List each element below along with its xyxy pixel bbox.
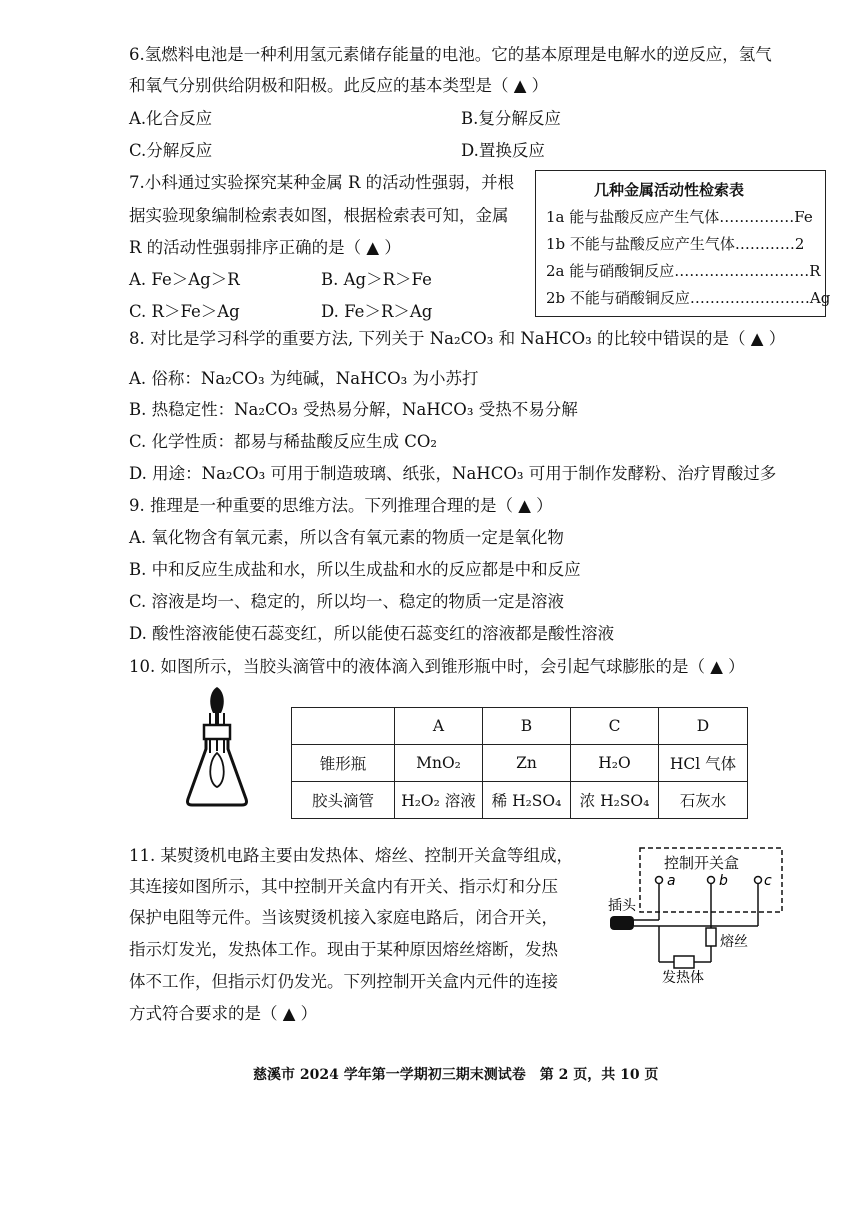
metal-activity-key-box — [535, 170, 831, 317]
table-cell: D — [659, 708, 748, 745]
fuse-icon — [706, 928, 716, 946]
q8-option-d: D. 用途：Na₂CO₃ 可用于制造玻璃、纸张，NaHCO₃ 可用于制作发酵粉、治疗胃酸过多 — [129, 464, 777, 483]
q6-option-b: B.复分解反应 — [461, 109, 561, 128]
q9-option-d: D. 酸性溶液能使石蕊变红，所以能使石蕊变红的溶液都是酸性溶液 — [129, 624, 615, 643]
fuse-label: 熔丝 — [720, 934, 748, 950]
table-row — [292, 708, 748, 745]
table-cell: H₂O₂ 溶液 — [395, 782, 483, 819]
q6-option-c: C.分解反应 — [129, 141, 213, 160]
heater-label: 发热体 — [662, 970, 704, 986]
table-cell: 锥形瓶 — [292, 745, 395, 782]
key-row: 1a 能与盐酸反应产生气体……………Fe — [546, 208, 813, 226]
table-row — [292, 782, 748, 819]
table-cell: B — [483, 708, 571, 745]
q11-stem-line4: 指示灯发光，发热体工作。现由于某种原因熔丝熔断，发热 — [129, 940, 558, 959]
q11-stem-line2: 其连接如图所示，其中控制开关盒内有开关、指示灯和分压 — [129, 877, 558, 896]
table-cell: Zn — [483, 745, 571, 782]
table-cell: C — [571, 708, 659, 745]
table-cell: 稀 H₂SO₄ — [483, 782, 571, 819]
control-box-label: 控制开关盒 — [664, 854, 740, 872]
q6-option-d: D.置换反应 — [461, 141, 545, 160]
q7-option-b: B. Ag＞R＞Fe — [321, 270, 432, 289]
q7-option-a: A. Fe＞Ag＞R — [129, 270, 240, 289]
q6-stem-line2: 和氧气分别供给阴极和阳极。此反应的基本类型是（ ▲ ） — [129, 76, 549, 95]
table-cell — [292, 708, 395, 745]
q10-stem: 10. 如图所示，当胶头滴管中的液体滴入到锥形瓶中时，会引起气球膨胀的是（ ▲ ） — [129, 657, 745, 676]
dropper-bulb-icon — [210, 687, 224, 751]
plug-icon — [610, 916, 634, 930]
q9-option-a: A. 氧化物含有氧元素，所以含有氧元素的物质一定是氧化物 — [129, 528, 564, 547]
q7-stem-line1: 7.小科通过实验探究某种金属 R 的活动性强弱，并根 — [129, 173, 515, 192]
balloon-icon — [210, 753, 224, 787]
terminal-b-label: b — [719, 873, 728, 889]
q7-option-c: C. R＞Fe＞Ag — [129, 302, 240, 321]
table-cell: H₂O — [571, 745, 659, 782]
q8-option-b: B. 热稳定性：Na₂CO₃ 受热易分解，NaHCO₃ 受热不易分解 — [129, 400, 578, 419]
q6-stem-line1: 6.氢燃料电池是一种利用氢元素储存能量的电池。它的基本原理是电解水的逆反应，氢气 — [129, 45, 772, 64]
q9-stem: 9. 推理是一种重要的思维方法。下列推理合理的是（ ▲ ） — [129, 496, 553, 515]
table-cell: 浓 H₂SO₄ — [571, 782, 659, 819]
q7-stem-line2: 据实验现象编制检索表如图，根据检索表可知，金属 — [129, 206, 509, 225]
table-cell: A — [395, 708, 483, 745]
table-cell: 石灰水 — [659, 782, 748, 819]
table-cell: 胶头滴管 — [292, 782, 395, 819]
table-cell: HCl 气体 — [659, 745, 748, 782]
table-cell: MnO₂ — [395, 745, 483, 782]
key-row: 2a 能与硝酸铜反应………………………R — [546, 262, 821, 280]
q11-stem-line3: 保护电阻等元件。当该熨烫机接入家庭电路后，闭合开关， — [129, 908, 558, 927]
circuit-diagram — [600, 840, 790, 990]
q9-option-b: B. 中和反应生成盐和水，所以生成盐和水的反应都是中和反应 — [129, 560, 581, 579]
stopper — [204, 725, 230, 739]
heater-resistor-icon — [674, 956, 694, 968]
q7-stem-line3: R 的活动性强弱排序正确的是（ ▲ ） — [129, 238, 401, 257]
q11-stem-line1: 11. 某熨烫机电路主要由发热体、熔丝、控制开关盒等组成， — [129, 846, 573, 865]
flask-dropper-figure — [180, 683, 260, 813]
q7-option-d: D. Fe＞R＞Ag — [321, 302, 433, 321]
key-row: 1b 不能与盐酸反应产生气体…………2 — [546, 235, 805, 253]
q11-stem-line6: 方式符合要求的是（ ▲ ） — [129, 1004, 318, 1023]
terminal-a-label: a — [667, 873, 676, 889]
q8-option-c: C. 化学性质：都易与稀盐酸反应生成 CO₂ — [129, 432, 438, 451]
q11-stem-line5: 体不工作，但指示灯仍发光。下列控制开关盒内元件的连接 — [129, 972, 558, 991]
page-footer: 慈溪市 2024 学年第一学期初三期末测试卷 第 2 页，共 10 页 — [253, 1067, 659, 1083]
q8-stem: 8. 对比是学习科学的重要方法, 下列关于 Na₂CO₃ 和 NaHCO₃ 的比较中错误的是（ ▲ ） — [129, 329, 786, 348]
table-row — [292, 745, 748, 782]
q10-table — [291, 707, 748, 819]
q6-option-a: A.化合反应 — [129, 109, 213, 128]
key-row: 2b 不能与硝酸铜反应……………………Ag — [546, 289, 831, 307]
q8-option-a: A. 俗称：Na₂CO₃ 为纯碱，NaHCO₃ 为小苏打 — [129, 369, 479, 388]
key-title: 几种金属活动性检索表 — [594, 181, 745, 199]
q9-option-c: C. 溶液是均一、稳定的，所以均一、稳定的物质一定是溶液 — [129, 592, 565, 611]
plug-label: 插头 — [608, 898, 636, 914]
terminal-c-label: c — [764, 873, 772, 889]
